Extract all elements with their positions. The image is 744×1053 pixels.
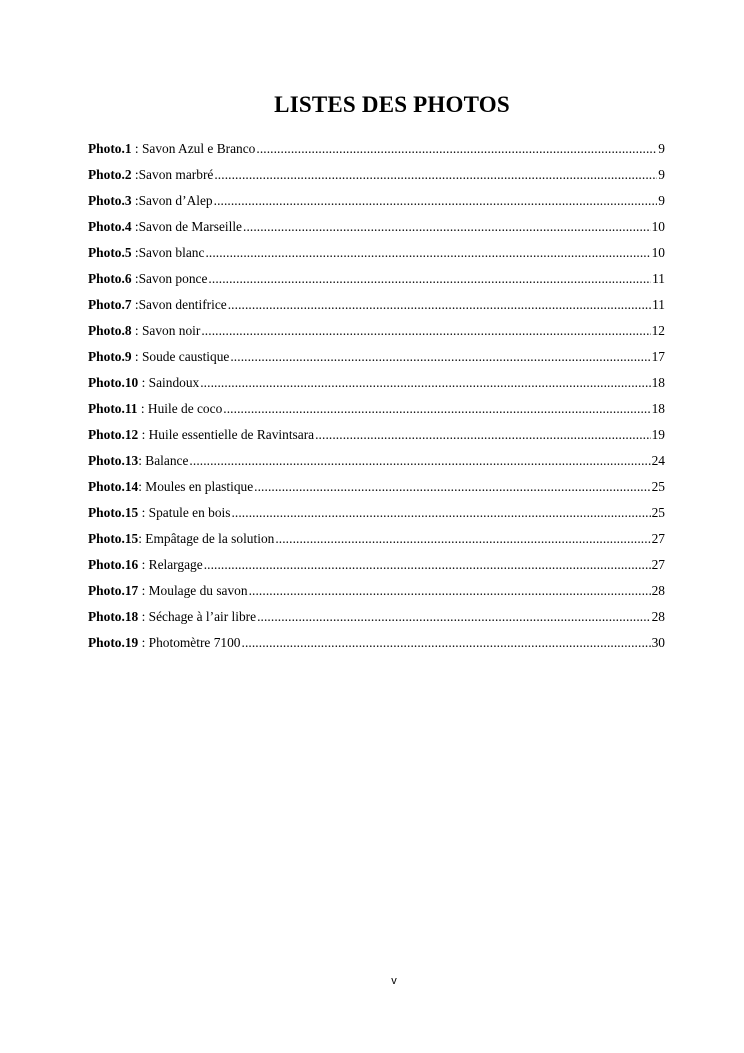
page-reference: 28 <box>651 583 665 598</box>
photo-caption: Moulage du savon <box>148 583 248 598</box>
page-reference: 9 <box>658 141 665 156</box>
list-item[interactable] <box>88 500 665 526</box>
dot-leader <box>275 526 650 552</box>
photo-caption: Savon ponce <box>138 271 208 286</box>
dot-leader <box>223 396 650 422</box>
list-item[interactable] <box>88 474 665 500</box>
separator: : <box>138 375 149 390</box>
photo-caption: Savon de Marseille <box>138 219 242 234</box>
dot-leader <box>256 136 657 162</box>
dot-leader <box>214 188 658 214</box>
photo-label: Photo.8 <box>88 323 132 338</box>
list-item[interactable] <box>88 318 665 344</box>
photo-label: Photo.6 <box>88 271 132 286</box>
photo-label: Photo.13 <box>88 453 139 468</box>
list-item[interactable] <box>88 396 665 422</box>
dot-leader <box>205 240 650 266</box>
photo-caption: Saindoux <box>148 375 200 390</box>
dot-leader <box>201 318 650 344</box>
separator: : <box>131 219 139 234</box>
page-reference: 25 <box>651 479 665 494</box>
photo-label: Photo.7 <box>88 297 132 312</box>
dot-leader <box>257 604 651 630</box>
list-item[interactable] <box>88 266 665 292</box>
photo-caption: Huile essentielle de Ravintsara <box>148 427 315 442</box>
page-reference: 9 <box>658 167 665 182</box>
list-item[interactable] <box>88 578 665 604</box>
separator: : <box>138 427 149 442</box>
list-item[interactable] <box>88 188 665 214</box>
page-reference: 27 <box>651 531 665 546</box>
photo-label: Photo.3 <box>88 193 132 208</box>
list-item[interactable] <box>88 370 665 396</box>
separator: : <box>131 297 139 312</box>
separator: : <box>138 557 149 572</box>
photo-caption: Savon d’Alep <box>138 193 213 208</box>
page-reference: 28 <box>651 609 665 624</box>
dot-leader <box>249 578 651 604</box>
dot-leader <box>254 474 650 500</box>
dot-leader <box>214 162 657 188</box>
separator: : <box>138 635 149 650</box>
list-item[interactable] <box>88 604 665 630</box>
list-item[interactable] <box>88 214 665 240</box>
dot-leader <box>231 500 650 526</box>
list-item[interactable] <box>88 344 665 370</box>
page-reference: 11 <box>652 271 665 286</box>
photo-label: Photo.14 <box>88 479 139 494</box>
photo-caption: Savon dentifrice <box>138 297 227 312</box>
photo-caption: Empâtage de la solution <box>145 531 275 546</box>
list-item[interactable] <box>88 240 665 266</box>
photo-label: Photo.1 <box>88 141 132 156</box>
photo-caption: Photomètre 7100 <box>148 635 241 650</box>
page-reference: 12 <box>651 323 665 338</box>
dot-leader <box>204 552 651 578</box>
separator: : <box>138 479 146 494</box>
separator: : <box>131 271 139 286</box>
separator: : <box>131 245 139 260</box>
photo-label: Photo.11 <box>88 401 138 416</box>
dot-leader <box>315 422 651 448</box>
dot-leader <box>189 448 650 474</box>
photo-caption: Relargage <box>148 557 203 572</box>
photo-label: Photo.2 <box>88 167 132 182</box>
photo-caption: Spatule en bois <box>148 505 231 520</box>
list-item[interactable] <box>88 292 665 318</box>
page-reference: 18 <box>651 401 665 416</box>
separator: : <box>137 401 148 416</box>
photo-label: Photo.4 <box>88 219 132 234</box>
page-reference: 17 <box>651 349 665 364</box>
photo-label: Photo.5 <box>88 245 132 260</box>
dot-leader <box>230 344 650 370</box>
photo-caption: Soude caustique <box>141 349 230 364</box>
page-reference: 27 <box>651 557 665 572</box>
photo-caption: Huile de coco <box>147 401 223 416</box>
dot-leader <box>243 214 651 240</box>
separator: : <box>138 583 149 598</box>
dot-leader <box>228 292 651 318</box>
list-item[interactable] <box>88 526 665 552</box>
list-item[interactable] <box>88 422 665 448</box>
separator: : <box>138 505 149 520</box>
separator: : <box>138 531 146 546</box>
photo-caption: Savon marbré <box>138 167 214 182</box>
list-item[interactable] <box>88 162 665 188</box>
photo-caption: Séchage à l’air libre <box>148 609 257 624</box>
page-reference: 10 <box>651 245 665 260</box>
page-reference: 9 <box>658 193 665 208</box>
list-item[interactable] <box>88 136 665 162</box>
page-reference: 25 <box>651 505 665 520</box>
photo-label: Photo.16 <box>88 557 139 572</box>
page-reference: 18 <box>651 375 665 390</box>
separator: : <box>131 167 139 182</box>
photo-caption: Savon blanc <box>138 245 205 260</box>
dot-leader <box>242 630 651 656</box>
photo-caption: Savon Azul e Branco <box>141 141 256 156</box>
separator: : <box>138 453 146 468</box>
photo-label: Photo.10 <box>88 375 139 390</box>
list-item[interactable] <box>88 552 665 578</box>
page-reference: 10 <box>651 219 665 234</box>
page-reference: 24 <box>651 453 665 468</box>
photo-label: Photo.9 <box>88 349 132 364</box>
separator: : <box>131 193 139 208</box>
page-title: LISTES DES PHOTOS <box>274 92 510 117</box>
photo-label: Photo.15 <box>88 505 139 520</box>
photo-caption: Balance <box>145 453 189 468</box>
photo-label: Photo.19 <box>88 635 139 650</box>
dot-leader <box>200 370 650 396</box>
photo-caption: Savon noir <box>141 323 201 338</box>
photo-label: Photo.18 <box>88 609 139 624</box>
page-number: v <box>391 975 397 987</box>
page-reference: 19 <box>651 427 665 442</box>
photo-label: Photo.15 <box>88 531 139 546</box>
page-reference: 11 <box>652 297 665 312</box>
photo-list <box>88 136 665 656</box>
separator: : <box>131 323 142 338</box>
photo-caption: Moules en plastique <box>145 479 254 494</box>
photo-label: Photo.12 <box>88 427 139 442</box>
dot-leader <box>208 266 651 292</box>
list-item[interactable] <box>88 448 665 474</box>
separator: : <box>138 609 149 624</box>
separator: : <box>131 349 142 364</box>
separator: : <box>131 141 142 156</box>
page-reference: 30 <box>651 635 665 650</box>
photo-label: Photo.17 <box>88 583 139 598</box>
list-item[interactable] <box>88 630 665 656</box>
